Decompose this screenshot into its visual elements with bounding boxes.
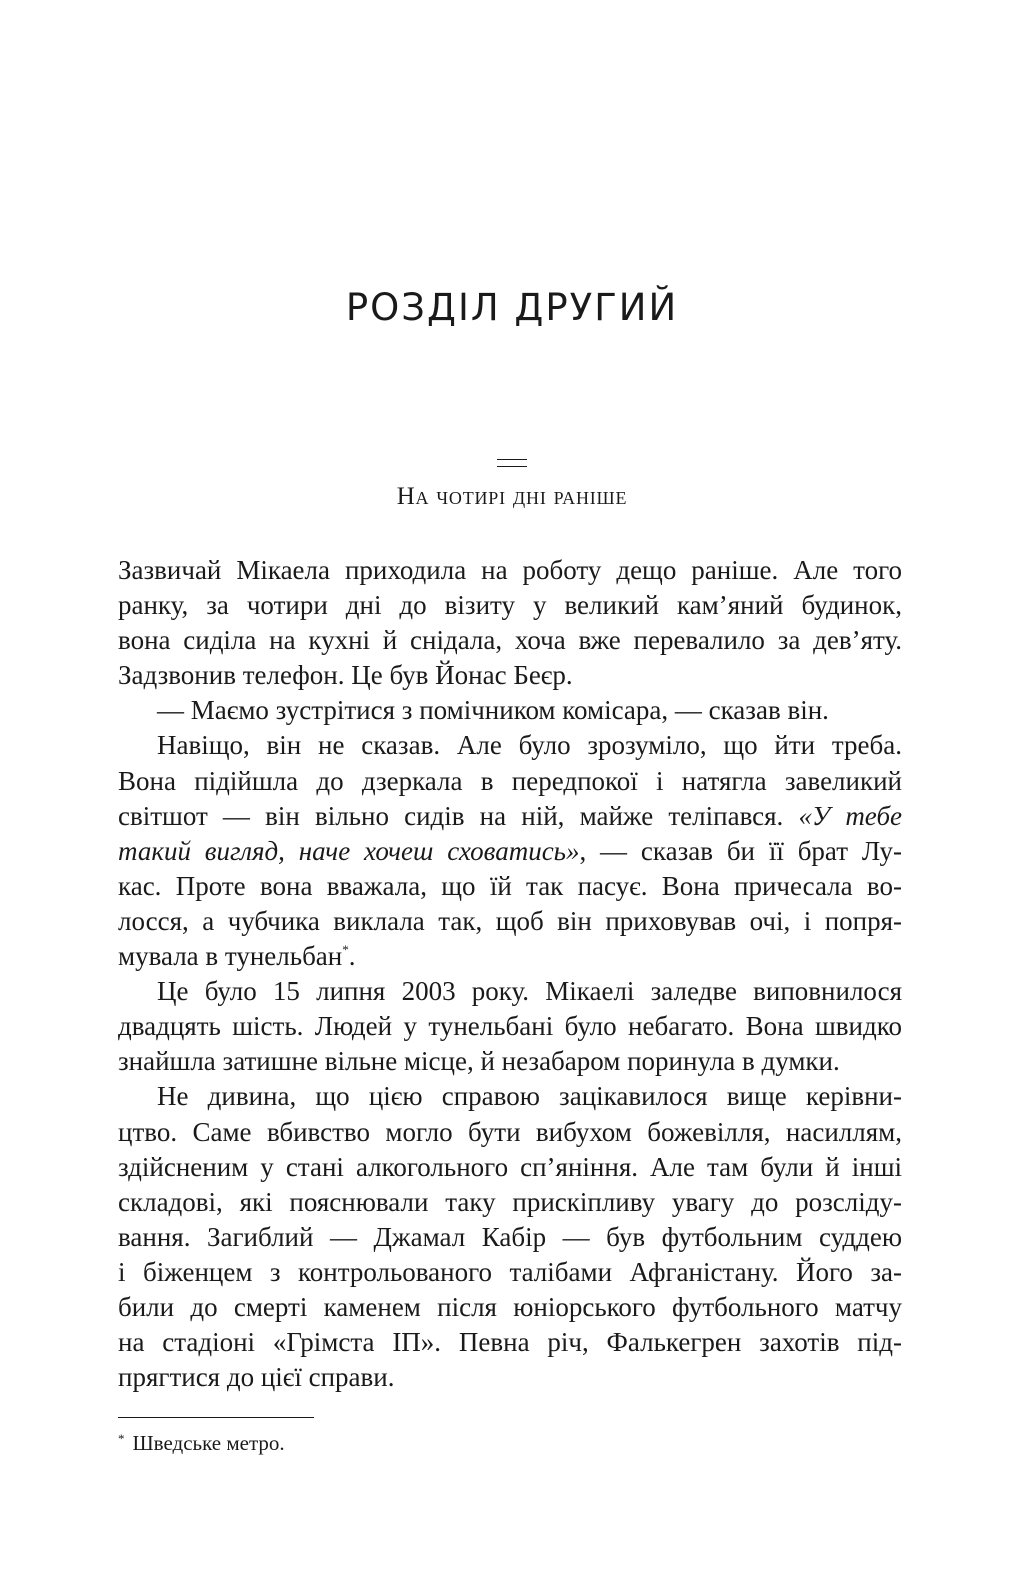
footnote-marker: * <box>342 942 349 958</box>
section-divider-top <box>497 459 527 460</box>
dialogue-line: — Маємо зустрітися з помічником комісара, — сказав він. <box>157 695 829 726</box>
body-line: кас. Проте вона вважала, що їй так пасує. Вона причесала во- <box>118 870 902 901</box>
body-line-segment: . <box>348 941 356 972</box>
body-line: ранку, за чотири дні до візиту у великий кам’яний будинок, <box>118 590 902 621</box>
chapter-title: РОЗДІЛ ДРУГИЙ <box>345 286 679 329</box>
footnote <box>118 1429 285 1457</box>
footnote-marker: * <box>118 1431 125 1446</box>
body-line: двадцять шість. Людей у тунельбані було небагато. Вона швидко <box>118 1011 902 1042</box>
body-line: Це було 15 липня 2003 року. Мікаелі заледве виповнилося <box>157 976 902 1007</box>
body-line: лосся, а чубчика виклала так, щоб він приховував очі, і попря- <box>118 905 902 936</box>
body-line-segment: світшот — він вільно сидів на ній, майже теліпався. <box>118 800 799 831</box>
body-line: Вона підійшла до дзеркала в передпокої і натягла завеликий <box>118 765 902 796</box>
body-line: вона сиділа на кухні й снідала, хоча вже перевалило за дев’яту. <box>118 625 902 656</box>
body-line: на стадіоні «Грімста ІП». Певна річ, Фалькегрен захотів під- <box>118 1327 902 1358</box>
body-line-segment: мувала в тунельбан <box>118 941 343 972</box>
chapter-body <box>118 553 902 1395</box>
body-line: Не дивина, що цією справою зацікавилося вище керівни- <box>157 1081 902 1112</box>
body-line: складові, які пояснювали таку прискіпливу увагу до розсліду- <box>118 1186 902 1217</box>
section-divider-bottom <box>497 466 527 467</box>
body-line-with-italic <box>118 834 902 869</box>
body-line-segment: , — сказав би її брат Лу- <box>579 835 902 866</box>
section-title: На чотирі дні раніше <box>396 483 628 510</box>
italic-quote-segment: такий вигляд, наче хочеш сховатись» <box>118 835 580 866</box>
body-line: Навіщо, він не сказав. Але було зрозуміло, що йти треба. <box>157 730 902 761</box>
body-line: били до смерті каменем після юніорського футбольного матчу <box>118 1291 902 1322</box>
body-line: здійсненим у стані алкогольного сп’яніння. Але там були й інші <box>118 1151 902 1182</box>
footnote-rule <box>118 1417 314 1418</box>
body-line: прягтися до цієї справи. <box>118 1362 395 1393</box>
footnote-text: Шведське метро. <box>132 1431 285 1455</box>
body-line: знайшла затишне вільне місце, й незабаром поринула в думки. <box>118 1046 840 1077</box>
body-line: і біженцем з контрольованого талібами Афганістану. Його за- <box>118 1256 902 1287</box>
body-line: Зазвичай Мікаела приходила на роботу дещо раніше. Але того <box>118 555 902 585</box>
body-line-with-footnote <box>118 939 902 974</box>
body-line: цтво. Саме вбивство могло бути вибухом божевілля, насиллям, <box>118 1116 902 1147</box>
body-line-with-italic <box>118 799 902 834</box>
body-line: Задзвонив телефон. Це був Йонас Беєр. <box>118 660 573 691</box>
body-line: вання. Загиблий — Джамал Кабір — був футбольним суддею <box>118 1221 902 1252</box>
italic-quote-segment: «У тебе <box>798 800 903 831</box>
